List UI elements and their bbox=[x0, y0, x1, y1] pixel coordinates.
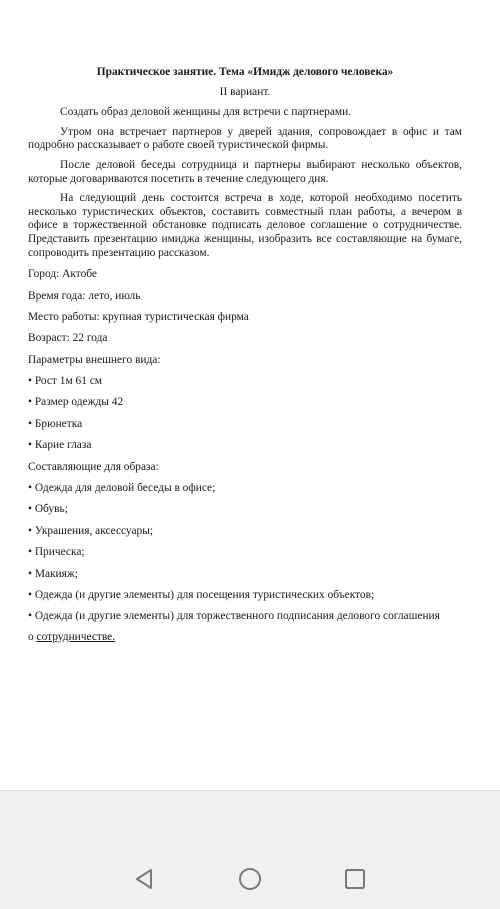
closing-underlined: сотрудничестве. bbox=[36, 630, 116, 643]
detail-age: Возраст: 22 года bbox=[28, 332, 108, 345]
back-button[interactable] bbox=[131, 866, 157, 892]
system-nav-bar bbox=[0, 848, 500, 909]
task-statement: Создать образ деловой женщины для встречи с партнерами. bbox=[60, 106, 352, 119]
paragraph-1: Утром она встречает партнеров у дверей здания, сопровождает в офис и там подробно рассказывает о работе своей туристической фирмы. bbox=[28, 125, 462, 152]
recents-button[interactable] bbox=[342, 866, 368, 892]
circle-home-icon bbox=[238, 867, 262, 891]
list-item: • Размер одежды 42 bbox=[28, 396, 124, 409]
list-item: • Обувь; bbox=[28, 503, 68, 516]
variant-label: II вариант. bbox=[219, 85, 271, 98]
paragraph-2: После деловой беседы сотрудница и партнеры выбирают несколько объектов, которые договариваются посетить в течение следующего дня. bbox=[28, 158, 462, 185]
closing-line bbox=[28, 631, 462, 645]
closing-prefix: о bbox=[28, 630, 37, 643]
components-heading: Составляющие для образа: bbox=[28, 460, 159, 473]
list-item: • Рост 1м 61 см bbox=[28, 375, 103, 388]
appearance-heading: Параметры внешнего вида: bbox=[28, 353, 161, 366]
list-item: • Брюнетка bbox=[28, 417, 83, 430]
list-item: • Одежда (и другие элементы) для посещения туристических объектов; bbox=[28, 588, 375, 601]
triangle-back-icon bbox=[133, 867, 155, 891]
list-item: • Прическа; bbox=[28, 546, 85, 559]
list-item: • Украшения, аксессуары; bbox=[28, 524, 154, 537]
square-recents-icon bbox=[344, 868, 366, 890]
list-item: • Карие глаза bbox=[28, 439, 92, 452]
document-title: Практическое занятие. Тема «Имидж делового человека» bbox=[96, 66, 394, 78]
paragraph-3: На следующий день состоится встреча в ходе, которой необходимо посетить несколько туристических объектов, составить совместный план работы, а вечером в офисе в торжественной обстановке подписать деловое соглашение о сотрудничестве. Представить презентацию имиджа женщины, изобразить все составляющие на бумаге, сопроводить презентацию рассказом. bbox=[28, 192, 462, 259]
home-button[interactable] bbox=[237, 866, 263, 892]
detail-season: Время года: лето, июль bbox=[28, 289, 141, 302]
document-content bbox=[28, 66, 462, 645]
detail-city: Город: Актобе bbox=[28, 268, 97, 281]
list-item: • Одежда (и другие элементы) для торжественного подписания делового соглашения bbox=[28, 610, 440, 623]
list-item: • Одежда для деловой беседы в офисе; bbox=[28, 482, 216, 495]
list-item: • Макияж; bbox=[28, 567, 78, 580]
detail-workplace: Место работы: крупная туристическая фирма bbox=[28, 310, 249, 323]
